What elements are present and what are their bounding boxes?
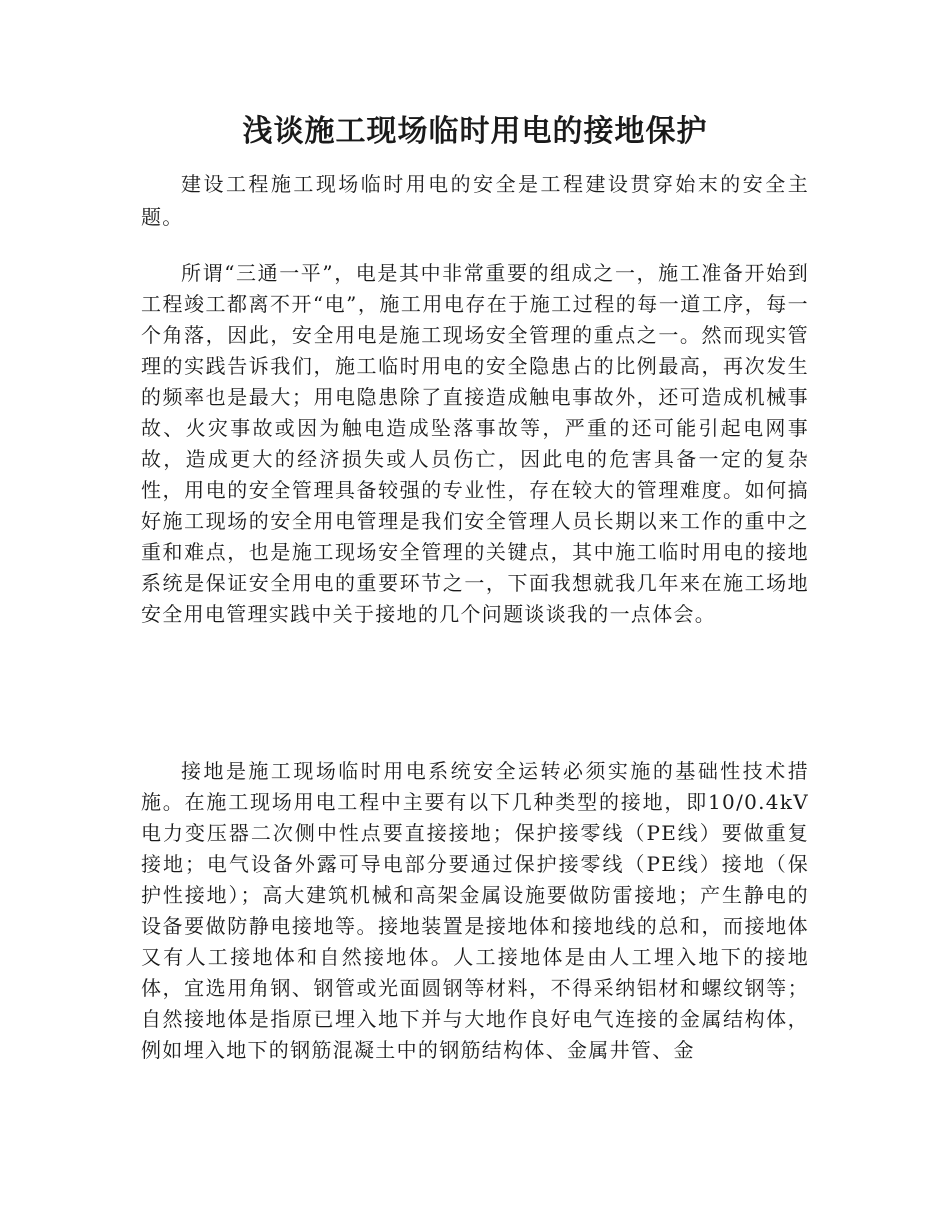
document-title: 浅谈施工现场临时用电的接地保护 [242, 114, 708, 149]
paragraph-importance: 所谓“三通一平”，电是其中非常重要的组成之一，施工准备开始到工程竣工都离不开“电”，施工用电存在于施工过程的每一道工序，每一个角落，因此，安全用电是施工现场安全管理的重点之一。然而现实管理的实践告诉我们，施工临时用电的安全隐患占的比例最高，再次发生的频率也是最大；用电隐患除了直接造成触电事故外，还可造成机械事故、火灾事故或因为触电造成坠落事故等，严重的还可能引起电网事故，造成更大的经济损失或人员伤亡，因此电的危害具备一定的复杂性，用电的安全管理具备较强的专业性，存在较大的管理难度。如何搞好施工现场的安全用电管理是我们安全管理人员长期以来工作的重中之重和难点，也是施工现场安全管理的关键点，其中施工临时用电的接地系统是保证安全用电的重要环节之一，下面我想就我几年来在施工场地安全用电管理实践中关于接地的几个问题谈谈我的一点体会。 [141, 261, 809, 626]
paragraph-grounding-types: 接地是施工现场临时用电系统安全运转必须实施的基础性技术措施。在施工现场用电工程中主要有以下几种类型的接地，即10/0.4kV电力变压器二次侧中性点要直接接地；保护接零线（PE线）要做重复接地；电气设备外露可导电部分要通过保护接零线（PE线）接地（保护性接地）；高大建筑机械和高架金属设施要做防雷接地；产生静电的设备要做防静电接地等。接地装置是接地体和接地线的总和，而接地体又有人工接地体和自然接地体。人工接地体是由人工埋入地下的接地体，宜选用角钢、钢管或光面圆钢等材料，不得采纳铝材和螺纹钢等；自然接地体是指原已埋入地下并与大地作良好电气连接的金属结构体，例如埋入地下的钢筋混凝土中的钢筋结构体、金属井管、金 [141, 759, 809, 1062]
paragraph-intro: 建设工程施工现场临时用电的安全是工程建设贯穿始末的安全主题。 [141, 172, 809, 229]
